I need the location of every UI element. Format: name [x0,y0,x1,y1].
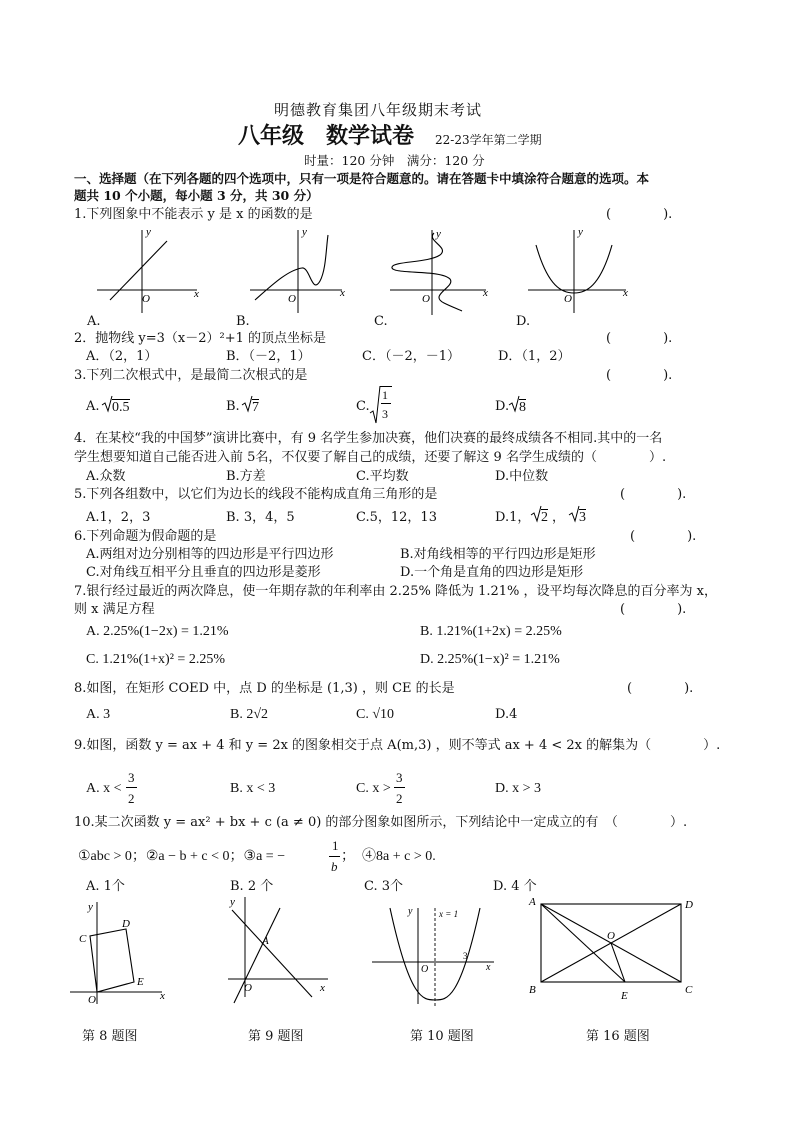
q5-stem: 5.下列各组数中，以它们为边长的线段不能构成直角三角形的是 [74,487,438,502]
q9-option-b: B. x < 3 [230,781,276,796]
q1c-x-label: x [483,287,488,299]
q2-option-a: A．（2，1） [86,349,158,364]
q1-graph-b [250,225,360,315]
q10-cond-fraction-line [329,856,340,857]
figure-10-caption: 第 10 题图 [410,1029,474,1044]
q9-option-c: C. x > [356,781,391,796]
q1-stem: 1.下列图象中不能表示 y 是 x 的函数的是 [74,207,313,222]
q10-option-a: A. 1个 [86,879,125,894]
q5-option-a: A.1，2，3 [86,510,151,525]
q3-label-b: B. [226,399,240,414]
q2-option-b: B．（－2，1） [226,349,311,364]
fig16-label-e: E [621,990,628,1002]
q9-option-d: D. x > 3 [495,781,542,796]
q10-stem: 10.某二次函数 y = ax² + bx + c (a ≠ 0) 的部分图象如图所示，下列结论中一定成立的有 （ ）. [74,815,688,830]
q7-option-d: D. 2.25%(1−x)² = 1.21% [420,652,560,667]
q9-a-numerator: 3 [128,770,135,785]
fig16-label-b: B [529,984,536,996]
figure-9-caption: 第 9 题图 [248,1029,304,1044]
q10-option-b: B. 2 个 [230,879,274,894]
fig9-label-a: A [262,935,269,947]
q9-c-numerator: 3 [396,770,403,785]
q1a-origin: O [142,293,150,305]
q5-d-radical-sign-2 [569,505,579,523]
q9-option-a: A. x < [86,781,122,796]
q6-option-a: A.两组对边分别相等的四边形是平行四边形 [86,547,334,562]
paper-title: 八年级 数学试卷 [238,123,415,149]
figure-8 [70,896,180,1008]
section-intro-2: 题共 10 个小题，每小题 3 分，共 30 分） [74,188,319,203]
q8-option-c: C. √10 [356,707,395,722]
q10-conditions-b: ； ④8a + c > 0. [341,849,436,864]
fig16-label-o: O [607,930,615,942]
q1a-y-label: y [146,226,151,238]
q6-stem: 6.下列命题为假命题的是 [74,529,217,544]
q9-a-fraction-line [126,787,137,788]
q8-option-b: B. 2√2 [230,707,269,722]
fig9-label-x: x [320,982,325,994]
q8-option-d: D.4 [495,707,518,722]
q5-d-radical-sign-1 [531,505,541,523]
q1b-y-label: y [302,226,307,238]
fig8-label-e: E [137,976,144,988]
q2-option-d: D．（1，2） [498,349,571,364]
q3-a-radicand: 0.5 [112,400,130,415]
q1-label-d: D. [516,314,531,329]
q3-paren: ( ). [606,368,673,383]
q3-b-radicand: 7 [252,400,259,415]
q3-c-denominator: 3 [382,407,388,421]
q5-option-c: C.5，12，13 [356,510,437,525]
figure-16 [527,893,707,1005]
fig16-segment-ae [541,904,625,982]
fig9-label-y: y [230,896,235,908]
q1-paren: ( ). [606,207,673,222]
q4-stem-line2: 学生想要知道自己能否进入前 5名，不仅要了解自己的成绩，还要了解这 9 名学生成绩的（ ）. [74,450,667,465]
q5-d-radicand-1: 2 [541,510,548,525]
q2-option-c: C．（－2，－1） [362,349,460,364]
q1b-x-label: x [340,287,345,299]
q4-option-d: D.中位数 [495,469,549,484]
q10-conditions-a: ①abc > 0；②a − b + c < 0；③a = − [78,849,286,864]
figure-16-caption: 第 16 题图 [586,1029,650,1044]
q8-paren: ( ). [627,681,694,696]
q1a-graph-line [110,241,167,300]
q5-d-separator: ， [552,510,566,525]
q2-paren: ( ). [606,331,673,346]
fig9-label-o: O [244,982,252,994]
fig8-label-y: y [88,901,93,913]
q3-label-d: D. [495,399,510,414]
q1d-x-label: x [623,287,628,299]
fig8-label-d: D [122,918,130,930]
q1b-origin: O [288,293,296,305]
q1d-y-label: y [578,226,583,238]
q4-option-b: B.方差 [226,469,266,484]
q3-a-radical-sign [102,395,112,413]
q4-stem-line1: 4．在某校“我的中国梦”演讲比赛中，有 9 名学生参加决赛，他们决赛的最终成绩各不相同.其中的一名 [74,431,663,446]
fig8-label-c: C [79,933,87,945]
section-intro-1: 一、选择题（在下列各题的四个选项中，只有一项是符合题意的。请在答题卡中填涂符合题意的选项。本 [74,171,650,186]
q1-graph-d [526,225,636,315]
q7-stem-line1: 7.银行经过最近的两次降息，使一年期存款的年利率由 2.25% 降低为 1.21% ，设平均每次降息的百分率为 x， [74,584,717,599]
q7-option-a: A. 2.25%(1−2x) = 1.21% [86,624,229,639]
q7-stem-line2: 则 x 满足方程 [74,602,155,617]
q4-option-a: A.众数 [86,469,126,484]
q3-c-fraction-bar [380,386,392,387]
q3-c-radical-sign [370,385,380,425]
q1-label-c: C. [374,314,388,329]
q2-stem: 2．抛物线 y=3（x－2）²+1 的顶点坐标是 [74,331,327,346]
q1-graph-c [388,225,498,315]
q9-a-denominator: 2 [128,791,135,806]
q3-c-fraction-line [381,403,391,404]
fig16-label-d: D [685,899,693,911]
fig10-label-o: O [421,964,429,975]
q3-c-numerator: 1 [382,388,388,402]
fig10-label-x-eq-1: x = 1 [439,909,459,919]
q10-option-d: D. 4 个 [493,879,537,894]
q1d-origin: O [564,293,572,305]
fig16-label-a: A [529,896,536,908]
q9-c-denominator: 2 [396,791,403,806]
fig8-label-x: x [160,990,165,1002]
school-title: 明德教育集团八年级期末考试 [274,101,483,119]
q7-paren: ( ). [620,602,687,617]
q10-cond-numerator: 1 [332,838,339,853]
q1-label-b: B. [236,314,250,329]
q10-option-c: C. 3个 [364,879,404,894]
fig8-label-o: O [88,994,96,1006]
q1c-origin: O [422,293,430,305]
q1c-y-label: y [436,228,441,240]
q6-option-b: B.对角线相等的平行四边形是矩形 [400,547,596,562]
q9-stem: 9.如图，函数 y = ax + 4 和 y = 2x 的图象相交于点 A(m,3) ，则不等式 ax + 4 < 2x 的解集为（ ）. [74,738,721,753]
q1-label-a: A. [87,314,101,329]
q7-option-c: C. 1.21%(1+x)² = 2.25% [86,652,225,667]
q8-option-a: A. 3 [86,707,111,722]
q9-c-fraction-line [394,787,405,788]
q5-paren: ( ). [620,487,687,502]
q3-label-c: C. [356,399,370,414]
q1a-x-label: x [194,288,199,300]
q5-option-d: D.1， [495,510,531,525]
paper-term: 22-23学年第二学期 [435,133,542,147]
figure-9 [224,893,334,1005]
q3-b-radical-sign [242,395,252,413]
q5-option-b: B. 3，4，5 [226,510,295,525]
q8-stem: 8.如图，在矩形 COED 中，点 D 的坐标是 (1,3) ，则 CE 的长是 [74,681,455,696]
paper-meta: 时量：120 分钟 满分：120 分 [304,153,485,168]
q6-option-d: D.一个角是直角的四边形是矩形 [400,565,584,580]
fig10-label-y: y [408,906,413,917]
figure-10 [370,900,500,1012]
q6-paren: ( ). [630,529,697,544]
q7-option-b: B. 1.21%(1+2x) = 2.25% [420,624,562,639]
q3-d-radical-sign [509,395,519,413]
q10-cond-denominator: b [331,859,338,874]
q3-label-a: A. [86,399,100,414]
fig10-label-3: 3 [463,951,468,961]
q1-graph-a [92,225,212,315]
q3-stem: 3.下列二次根式中，是最简二次根式的是 [74,368,308,383]
fig10-label-x: x [486,962,491,973]
q5-d-radicand-2: 3 [579,510,586,525]
figure-8-caption: 第 8 题图 [82,1029,138,1044]
q3-d-radicand: 8 [519,400,526,415]
fig16-label-c: C [685,984,693,996]
q4-option-c: C.平均数 [356,469,409,484]
q6-option-c: C.对角线互相平分且垂直的四边形是菱形 [86,565,321,580]
